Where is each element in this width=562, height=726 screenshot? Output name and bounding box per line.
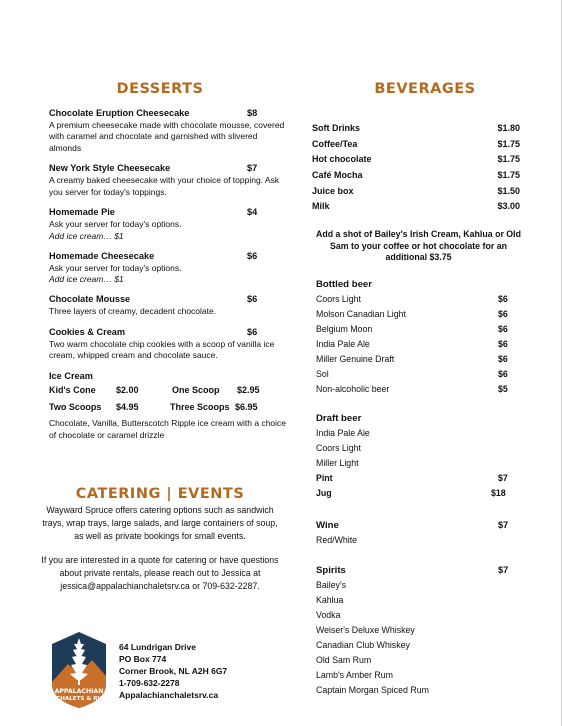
draft-pint-row [316, 473, 516, 488]
beverage-item [312, 201, 520, 217]
dessert-price: $6 [247, 294, 258, 305]
pint-label: Pint [316, 473, 333, 483]
catering-contact-paragraph: If you are interested in a quote for catering or have questions about private rentals, please reach out to Jessica at jessica@appalachianchaletsrv.ca or 709-632-2287. [41, 555, 279, 591]
beverage-name: Milk [312, 201, 330, 212]
dessert-item [49, 207, 289, 241]
beer-price: $6 [498, 324, 508, 334]
spirit-item: Old Sam Rum [316, 655, 372, 665]
beer-price: $5 [498, 384, 508, 394]
spirit-item: Vodka [316, 610, 341, 620]
beer-name: Belgium Moon [316, 324, 373, 334]
dessert-name: Homemade Pie [49, 207, 115, 218]
spirit-item: Bailey's [316, 580, 347, 590]
beer-name: Coors Light [316, 294, 361, 304]
dessert-price: $4 [247, 207, 258, 218]
dessert-name: Cookies & Cream [49, 326, 126, 337]
one-scoop-price: $2.95 [237, 385, 260, 396]
logo-text-line2: CHALETS & RV [56, 696, 102, 702]
address-po-box: PO Box 774 [119, 654, 167, 665]
spirit-item: Captain Morgan Spiced Rum [316, 685, 429, 695]
beverage-price: $1.80 [497, 123, 520, 133]
dessert-item [49, 108, 289, 154]
three-scoops-price: $6.95 [235, 402, 258, 413]
logo-tree-trunk [78, 680, 80, 685]
dessert-item [49, 251, 289, 285]
jug-label: Jug [316, 488, 332, 498]
pint-price: $7 [498, 473, 508, 483]
spirits-group [316, 565, 516, 700]
bottled-beer-title: Bottled beer [316, 279, 372, 290]
dessert-description: Ask your server for today's options. [49, 219, 182, 230]
dessert-name: Homemade Cheesecake [49, 250, 155, 261]
beer-name: Sol [316, 369, 329, 379]
beer-name: Miller Genuine Draft [316, 354, 395, 364]
draft-jug-row [316, 488, 516, 503]
dessert-price: $6 [247, 326, 258, 337]
bottled-beer-item [316, 354, 516, 369]
dessert-description: Ask your server for today's options. [49, 262, 182, 273]
address-phone: 1-709-632-2278 [119, 678, 180, 689]
coffee-addon-note: Add a shot of Bailey's Irish Cream, Kahlua or Old Sam to your coffee or hot chocolate for an additional $3.75 [316, 229, 521, 263]
desserts-title: DESSERTS [116, 81, 204, 97]
catering-title: CATERING | EVENTS [75, 486, 245, 502]
beverage-price: $1.75 [497, 170, 520, 181]
beverage-item [312, 154, 520, 170]
bottled-beer-item [316, 324, 516, 339]
catering-paragraph: Wayward Spruce offers catering options such as sandwich trays, wrap trays, large salads, and large containers of soup, as well as private bookings for small events. [42, 505, 278, 541]
beverage-price: $1.75 [497, 138, 520, 149]
draft-beer-item: Coors Light [316, 443, 361, 453]
beverage-item [312, 139, 520, 155]
spirit-item: Canadian Club Whiskey [316, 640, 410, 650]
desserts-list [49, 108, 289, 441]
beverage-name: Coffee/Tea [312, 138, 358, 149]
spirits-header [316, 565, 516, 580]
dessert-item [49, 327, 289, 362]
beverage-price: $3.00 [497, 201, 520, 212]
beverage-item [312, 186, 520, 202]
bottled-beer-group [316, 279, 516, 399]
beverage-name: Soft Drinks [312, 123, 361, 133]
draft-beer-title: Draft beer [316, 413, 362, 424]
draft-beer-item: India Pale Ale [316, 428, 370, 438]
draft-beer-group [316, 413, 516, 503]
beverages-list [312, 123, 520, 217]
dessert-description: A creamy baked cheesecake with your choice of topping. Ask you server for today's toppings. [49, 175, 280, 197]
beer-price: $6 [498, 354, 508, 364]
ice-cream-description: Chocolate, Vanilla, Butterscotch Ripple ice cream with a choice of chocolate or caramel drizzle [49, 418, 287, 440]
dessert-addon-note: Add ice cream… $1 [49, 274, 124, 285]
dessert-description: Three layers of creamy, decadent chocolate. [49, 306, 217, 317]
logo-text-line1: APPALACHIAN [54, 688, 104, 695]
dessert-name: Chocolate Mousse [49, 294, 131, 305]
two-scoops-label: Two Scoops [49, 402, 102, 413]
draft-beer-item: Miller Light [316, 458, 359, 468]
beer-name: Molson Canadian Light [316, 309, 406, 319]
beverages-title: BEVERAGES [374, 81, 476, 97]
wine-title: Wine [316, 520, 339, 531]
two-scoops-price: $4.95 [116, 402, 139, 413]
dessert-description: A premium cheesecake made with chocolate mousse, covered with caramel and chocolate and garnished with slivered almonds [49, 119, 285, 153]
catering-text [40, 504, 280, 605]
kids-cone-price: $2.00 [116, 385, 139, 396]
beer-price: $6 [498, 339, 508, 349]
dessert-item [49, 294, 289, 317]
wine-group [316, 520, 516, 550]
beverage-item [312, 123, 520, 139]
dessert-name: Chocolate Eruption Cheesecake [49, 108, 190, 118]
spirits-title: Spirits [316, 565, 346, 576]
appalachian-chalets-logo [48, 630, 110, 710]
three-scoops-label: Three Scoops [170, 402, 230, 413]
wine-price: $7 [498, 520, 509, 530]
beverage-price: $1.75 [497, 154, 520, 165]
ice-cream-prices [49, 385, 289, 415]
address-street: 64 Lundrigan Drive [119, 642, 196, 652]
dessert-price: $8 [247, 108, 258, 118]
address-website: Appalachianchaletsrv.ca [119, 690, 219, 701]
dessert-price: $6 [247, 250, 258, 261]
bottled-beer-item [316, 369, 516, 384]
kids-cone-label: Kid's Cone [49, 385, 96, 396]
dessert-name: New York Style Cheesecake [49, 163, 171, 174]
wine-item: Red/White [316, 535, 358, 545]
spirit-item: Lamb's Amber Rum [316, 670, 393, 680]
beer-price: $6 [498, 369, 508, 379]
beverage-price: $1.50 [497, 185, 520, 196]
spirits-price: $7 [498, 565, 509, 575]
beverage-item [312, 170, 520, 186]
beer-name: India Pale Ale [316, 339, 370, 349]
dessert-description: Two warm chocolate chip cookies with a scoop of vanilla ice cream, whipped cream and chocolate sauce. [49, 338, 275, 361]
address-block [119, 641, 227, 701]
bottled-beer-item [316, 294, 516, 309]
bottled-beer-item [316, 309, 516, 324]
beer-price: $6 [498, 309, 508, 319]
dessert-addon-note: Add ice cream… $1 [49, 230, 124, 241]
beverage-name: Hot chocolate [312, 154, 372, 165]
beverage-name: Juice box [312, 185, 354, 196]
dessert-item [49, 163, 289, 198]
jug-price: $18 [491, 488, 506, 498]
spirit-item: Weiser's Deluxe Whiskey [316, 625, 415, 635]
beer-name: Non-alcoholic beer [316, 384, 390, 394]
bottled-beer-item [316, 339, 516, 354]
spirit-item: Kahlua [316, 595, 344, 605]
bottled-beer-item [316, 384, 516, 399]
wine-header [316, 520, 516, 535]
one-scoop-label: One Scoop [172, 385, 220, 396]
beer-price: $6 [498, 294, 508, 304]
ice-cream-title: Ice Cream [49, 370, 93, 381]
address-city: Corner Brook, NL A2H 6G7 [119, 666, 228, 677]
dessert-price: $7 [247, 163, 258, 174]
beverage-name: Café Mocha [312, 170, 363, 181]
